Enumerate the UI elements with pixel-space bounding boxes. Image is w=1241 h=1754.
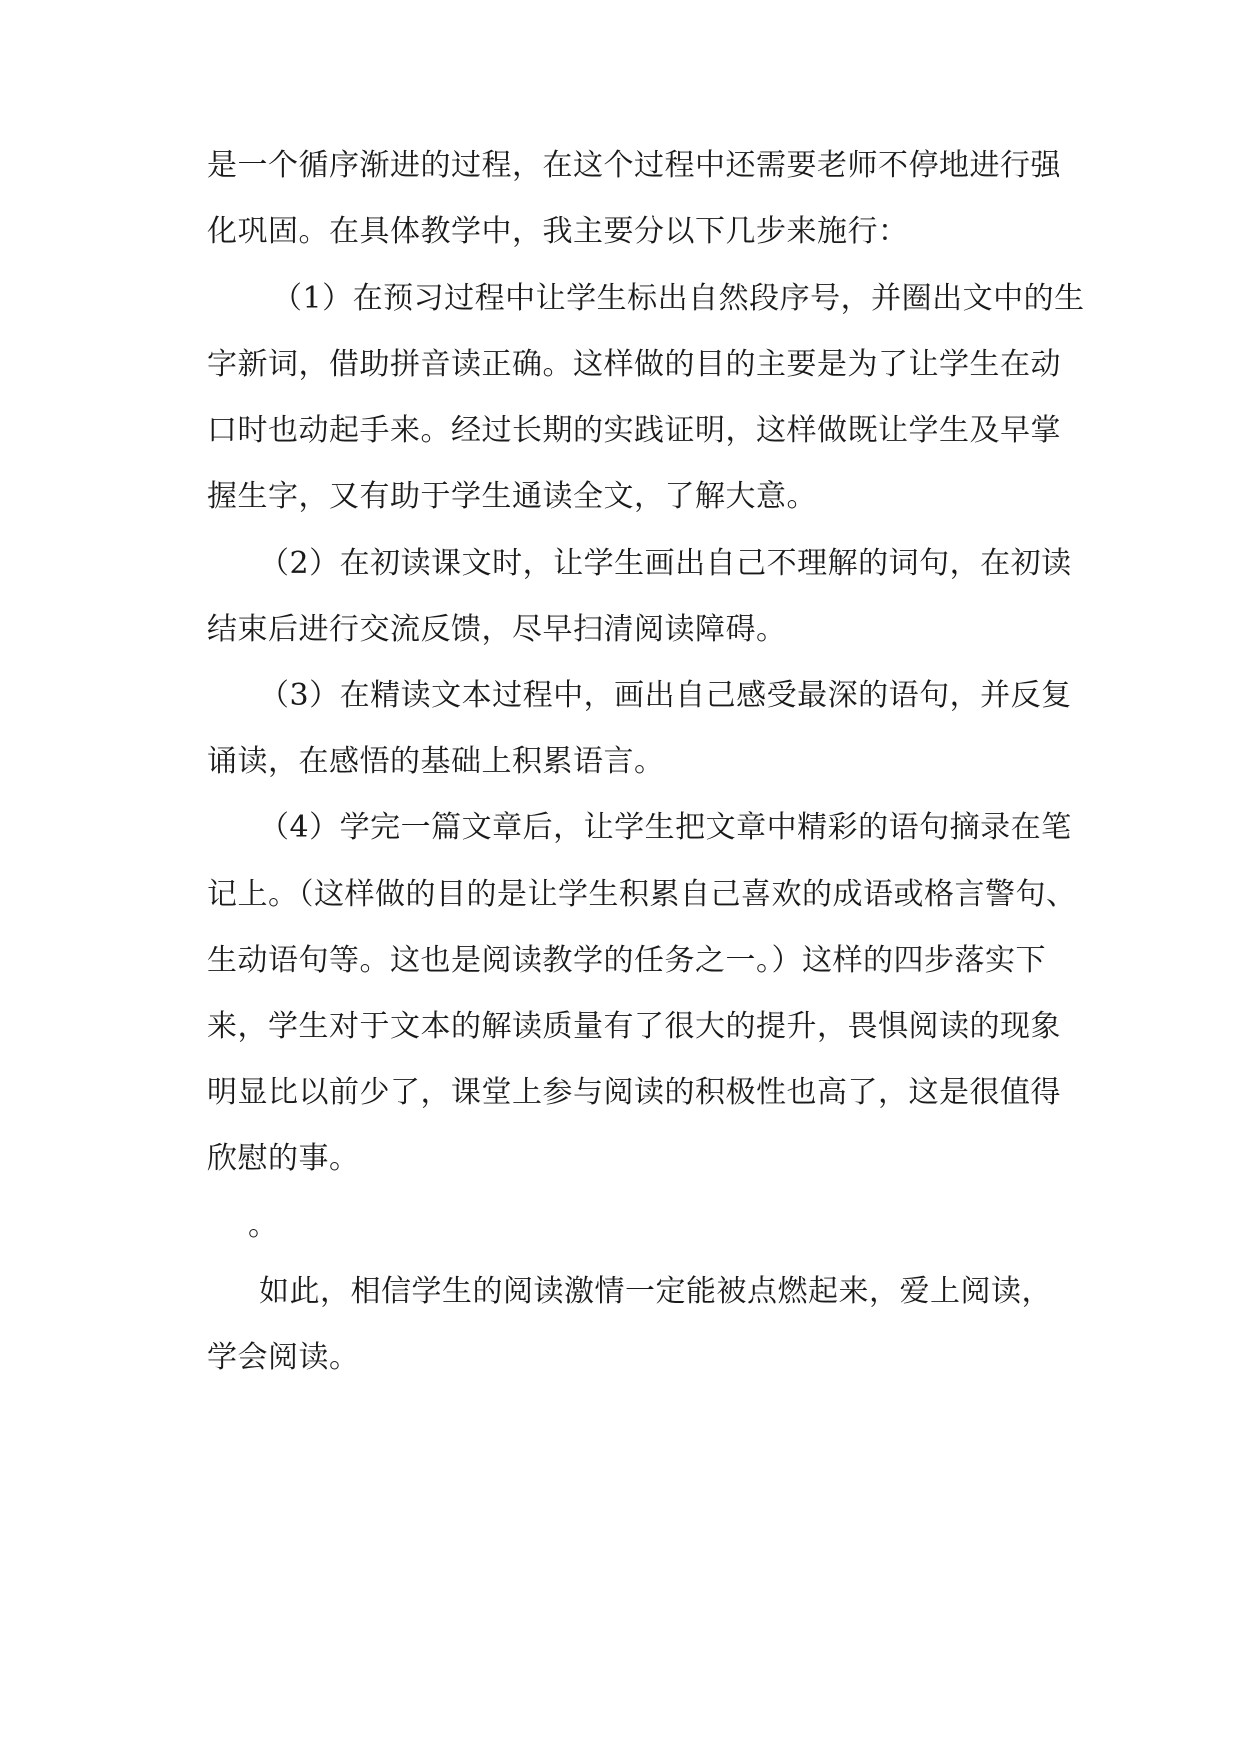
step-1-line-3: 口时也动起手来。经过长期的实践证明，这样做既让学生及早掌 <box>207 413 1061 448</box>
step-1-line-4: 握生字，又有助于学生通读全文，了解大意。 <box>207 479 817 514</box>
step-4-line-6: 欣慰的事。 <box>207 1141 360 1176</box>
step-3-line-2: 诵读，在感悟的基础上积累语言。 <box>207 744 665 779</box>
body-line-1: 是一个循序渐进的过程，在这个过程中还需要老师不停地进行强 <box>207 148 1061 183</box>
step-1-line-1: （1）在预习过程中让学生标出自然段序号，并圈出文中的生 <box>272 281 1085 316</box>
conclusion-line-1: 如此，相信学生的阅读激情一定能被点燃起来，爱上阅读， <box>259 1274 1052 1309</box>
conclusion-line-2: 学会阅读。 <box>207 1340 360 1375</box>
stray-period: 。 <box>248 1208 279 1243</box>
step-1-line-2: 字新词，借助拼音读正确。这样做的目的主要是为了让学生在动 <box>207 347 1061 382</box>
step-4-line-4: 来，学生对于文本的解读质量有了很大的提升，畏惧阅读的现象 <box>207 1009 1061 1044</box>
step-2-line-1: （2）在初读课文时，让学生画出自己不理解的词句，在初读 <box>259 546 1072 581</box>
step-2-line-2: 结束后进行交流反馈，尽早扫清阅读障碍。 <box>207 612 787 647</box>
step-4-line-1: （4）学完一篇文章后，让学生把文章中精彩的语句摘录在笔 <box>259 810 1072 845</box>
body-line-2: 化巩固。在具体教学中，我主要分以下几步来施行： <box>207 214 909 249</box>
step-3-line-1: （3）在精读文本过程中，画出自己感受最深的语句，并反复 <box>259 678 1072 713</box>
step-4-line-2: 记上。（这样做的目的是让学生积累自己喜欢的成语或格言警句、 <box>207 877 1077 912</box>
step-4-line-3: 生动语句等。这也是阅读教学的任务之一。）这样的四步落实下 <box>207 943 1046 978</box>
step-4-line-5: 明显比以前少了，课堂上参与阅读的积极性也高了，这是很值得 <box>207 1075 1061 1110</box>
